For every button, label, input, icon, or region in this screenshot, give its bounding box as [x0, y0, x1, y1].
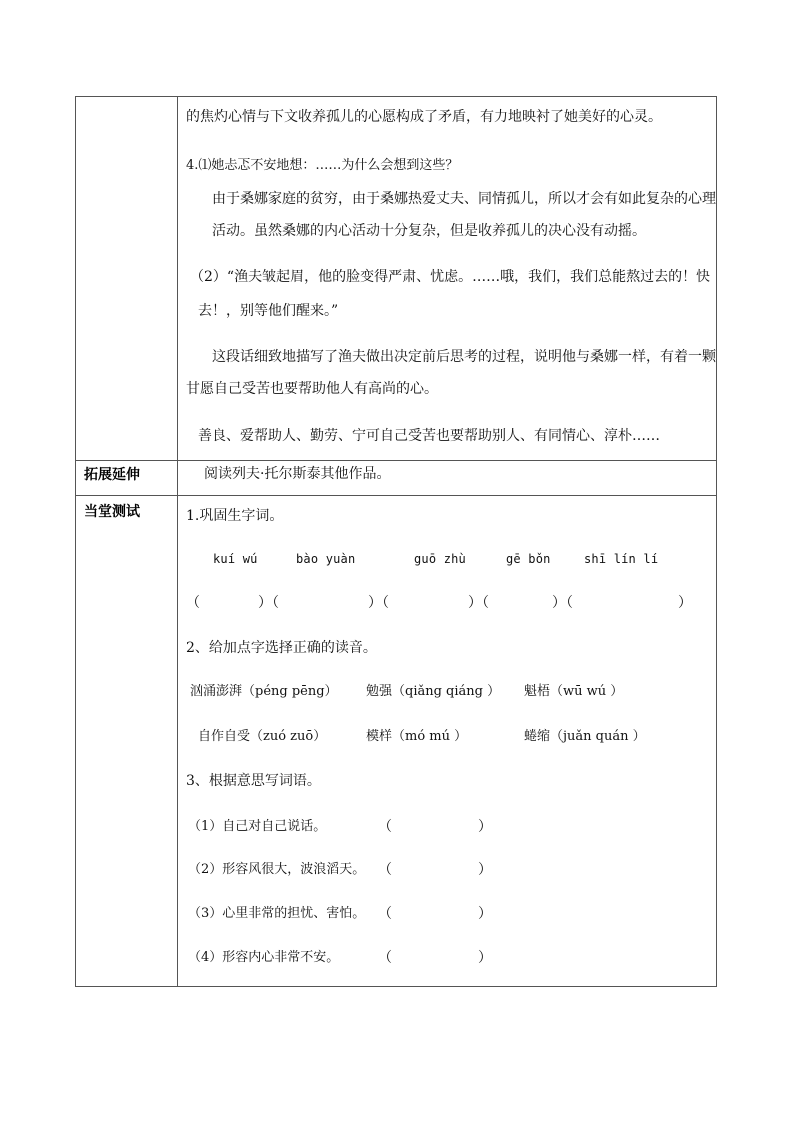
label-extension: 拓展延伸: [84, 467, 140, 483]
label-test: 当堂测试: [84, 504, 140, 520]
q1-title: 1.巩固生字词。: [186, 508, 284, 524]
q3-title: 3、根据意思写词语。: [186, 773, 321, 789]
answer-blank-sep: ）（: [258, 595, 279, 611]
q2-item: 蜷缩（juǎn quán ）: [524, 729, 646, 744]
text-line: 甘愿自己受苦也要帮助他人有高尚的心。: [186, 381, 438, 397]
extension-text: 阅读列夫·托尔斯泰其他作品。: [204, 466, 391, 482]
answer-blank-open: （: [186, 595, 200, 611]
pinyin-4: gē bǒn: [506, 552, 551, 566]
text-line: 善良、爱帮助人、勤劳、宁可自己受苦也要帮助别人、有同情心、淳朴……: [198, 428, 660, 444]
answer-blank-sep: ）（: [552, 595, 573, 611]
pinyin-1: kuí wú: [213, 552, 258, 566]
text-line: （2）“渔夫皱起眉，他的脸变得严肃、忧虑。……哦，我们，我们总能熬过去的！快: [190, 269, 711, 285]
q2-item: 魁梧（wū wú ）: [524, 684, 624, 699]
blank-open: （: [378, 950, 392, 966]
blank-open: （: [378, 862, 392, 878]
blank-open: （: [378, 906, 392, 922]
answer-blank-close: ）: [678, 595, 692, 611]
answer-blank-sep: ）（: [368, 595, 389, 611]
q3-item: （1）自己对自己说话。: [188, 819, 327, 834]
text-line: 由于桑娜家庭的贫穷，由于桑娜热爱丈夫、同情孤儿，所以才会有如此复杂的心理: [212, 191, 716, 207]
blank-close: ）: [478, 906, 492, 922]
blank-close: ）: [478, 950, 492, 966]
q2-item: 自作自受（zuó zuō）: [198, 729, 327, 744]
text-line: 去！，别等他们醒来。”: [198, 303, 339, 319]
row-divider-1: [76, 460, 716, 461]
lesson-table: [75, 96, 717, 987]
column-divider: [177, 97, 178, 986]
pinyin-5: shī lín lí: [584, 552, 659, 566]
pinyin-2: bào yuàn: [296, 552, 356, 566]
blank-open: （: [378, 819, 392, 835]
q2-item: 勉强（qiǎng qiáng ）: [366, 684, 501, 699]
q3-item: （3）心里非常的担忧、害怕。: [188, 906, 366, 921]
text-line: 活动。虽然桑娜的内心活动十分复杂，但是收养孤儿的决心没有动摇。: [212, 223, 646, 239]
q3-item: （2）形容风很大，波浪滔天。: [188, 862, 366, 877]
question-heading: 4.⑴她忐忑不安地想：……为什么会想到这些？: [186, 158, 459, 173]
pinyin-3: guō zhù: [414, 552, 466, 566]
text-line: 的焦灼心情与下文收养孤儿的心愿构成了矛盾，有力地映衬了她美好的心灵。: [186, 109, 662, 125]
q3-item: （4）形容内心非常不安。: [188, 950, 340, 965]
q2-item: 汹涌澎湃（péng pēng）: [190, 684, 338, 699]
answer-blank-sep: ）（: [468, 595, 489, 611]
blank-close: ）: [478, 819, 492, 835]
blank-close: ）: [478, 862, 492, 878]
row-divider-2: [76, 495, 716, 496]
text-line: 这段话细致地描写了渔夫做出决定前后思考的过程，说明他与桑娜一样，有着一颗: [212, 349, 716, 365]
q2-item: 模样（mó mú ）: [366, 729, 468, 744]
q2-title: 2、给加点字选择正确的读音。: [186, 640, 377, 656]
